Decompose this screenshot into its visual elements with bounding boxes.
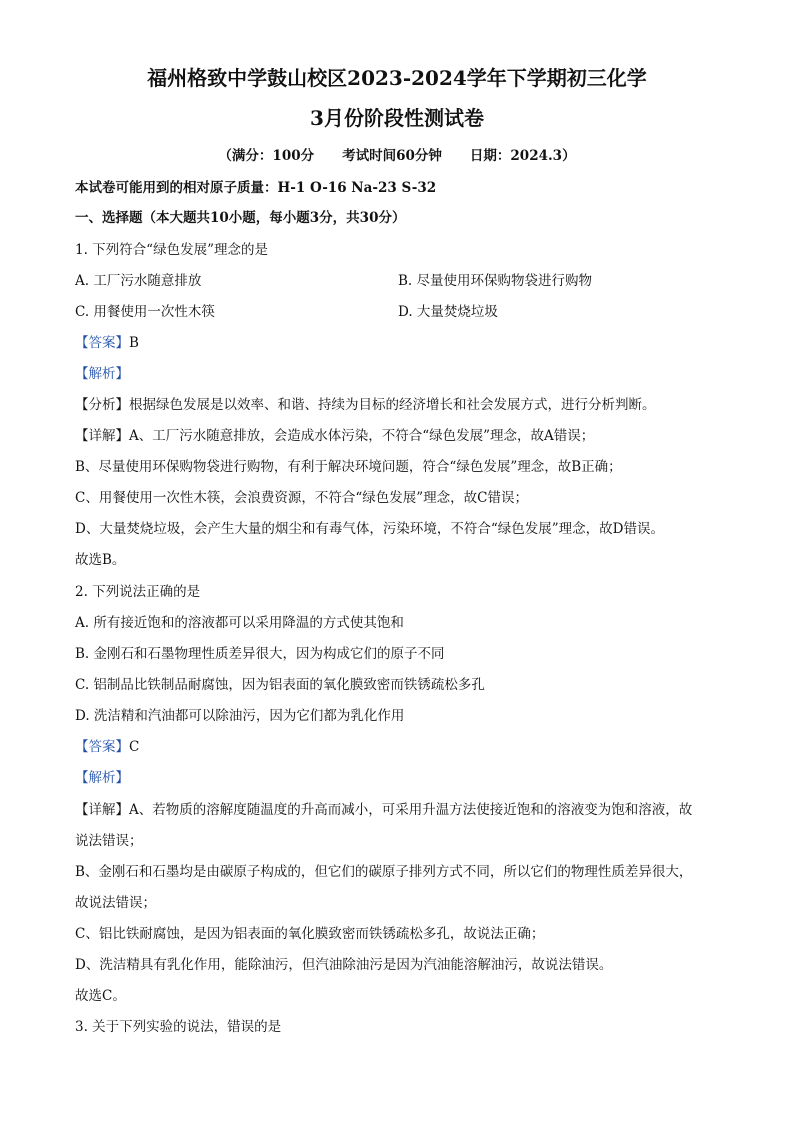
q2-xiangjie-a1: [75, 800, 724, 820]
q1-xiangjie-d: D、大量焚烧垃圾，会产生大量的烟尘和有毒气体，污染环境，不符合“绿色发展”理念，故D错误。: [75, 521, 664, 537]
answer-tag: 【答案】: [75, 739, 129, 755]
q2-option-c: C. 铝制品比铁制品耐腐蚀，因为铝表面的氧化膜致密而铁锈疏松多孔: [75, 677, 485, 693]
q2-option-d: D. 洗洁精和汽油都可以除油污，因为它们都为乳化作用: [75, 708, 405, 724]
q2-analysis-tag: [75, 768, 724, 788]
exam-info: [0, 146, 794, 166]
q1-answer: [75, 333, 724, 353]
info-time: 考试时间60分钟: [342, 148, 442, 164]
q1-xiangjie-a: [75, 426, 724, 446]
atomic-mass-line: 本试卷可能用到的相对原子质量：H-1 O-16 Na-23 S-32: [75, 180, 437, 196]
answer-tag: 【答案】: [75, 335, 129, 351]
info-score: （满分：100分: [218, 148, 315, 164]
q1-analysis-tag: [75, 364, 724, 384]
info-date: 日期：2024.3）: [469, 148, 576, 164]
q1-stem: 1. 下列符合“绿色发展”理念的是: [75, 242, 268, 258]
q2-stem: 2. 下列说法正确的是: [75, 584, 201, 600]
q1-option-a: A. 工厂污水随意排放: [75, 273, 202, 289]
answer-value: B: [129, 335, 139, 351]
q1-xiangjie-b: B、尽量使用环保购物袋进行购物，有利于解决环境问题，符合“绿色发展”理念，故B正确；: [75, 459, 622, 475]
q2-xiangjie-b2: 故说法错误；: [75, 895, 156, 911]
analysis-tag: 【解析】: [75, 770, 129, 786]
q1-option-d: D. 大量焚烧垃圾: [398, 304, 498, 320]
q3-stem: 3. 关于下列实验的说法，错误的是: [75, 1019, 282, 1035]
q2-xiangjie-b1: B、金刚石和石墨均是由碳原子构成的，但它们的碳原子排列方式不同，所以它们的物理性质差异很大，: [75, 864, 693, 880]
q2-xiangjie-a2: 说法错误；: [75, 833, 143, 849]
xiangjie-text: A、工厂污水随意排放，会造成水体污染，不符合“绿色发展”理念，故A错误；: [129, 428, 595, 444]
xiangjie-tag: 【详解】: [75, 802, 129, 818]
answer-value: C: [129, 739, 140, 755]
q2-conclusion: 故选C。: [75, 988, 126, 1004]
q2-answer: [75, 737, 724, 757]
fenxi-tag: 【分析】: [75, 397, 129, 413]
q2-xiangjie-d: D、洗洁精具有乳化作用，能除油污，但汽油除油污是因为汽油能溶解油污，故说法错误。: [75, 957, 613, 973]
q2-option-a: A. 所有接近饱和的溶液都可以采用降温的方式使其饱和: [75, 615, 404, 631]
q1-option-b: B. 尽量使用环保购物袋进行购物: [398, 273, 593, 289]
exam-title: 福州格致中学鼓山校区2023-2024学年下学期初三化学: [147, 66, 647, 90]
q1-option-c: C. 用餐使用一次性木筷: [75, 304, 215, 320]
q1-fenxi: [75, 395, 724, 415]
q2-option-b: B. 金刚石和石墨物理性质差异很大，因为构成它们的原子不同: [75, 646, 445, 662]
q1-xiangjie-c: C、用餐使用一次性木筷，会浪费资源，不符合“绿色发展”理念，故C错误；: [75, 490, 528, 506]
analysis-tag: 【解析】: [75, 366, 129, 382]
exam-subtitle: 3月份阶段性测试卷: [310, 106, 484, 130]
section-heading: 一、选择题（本大题共10小题，每小题3分，共30分）: [75, 210, 406, 226]
xiangjie-text: A、若物质的溶解度随温度的升高而减小，可采用升温方法使接近饱和的溶液变为饱和溶液，故: [129, 802, 693, 818]
q1-conclusion: 故选B。: [75, 552, 126, 568]
q2-xiangjie-c: C、铝比铁耐腐蚀，是因为铝表面的氧化膜致密而铁锈疏松多孔，故说法正确；: [75, 926, 545, 942]
xiangjie-tag: 【详解】: [75, 428, 129, 444]
fenxi-text: 根据绿色发展是以效率、和谐、持续为目标的经济增长和社会发展方式，进行分析判断。: [129, 397, 656, 413]
